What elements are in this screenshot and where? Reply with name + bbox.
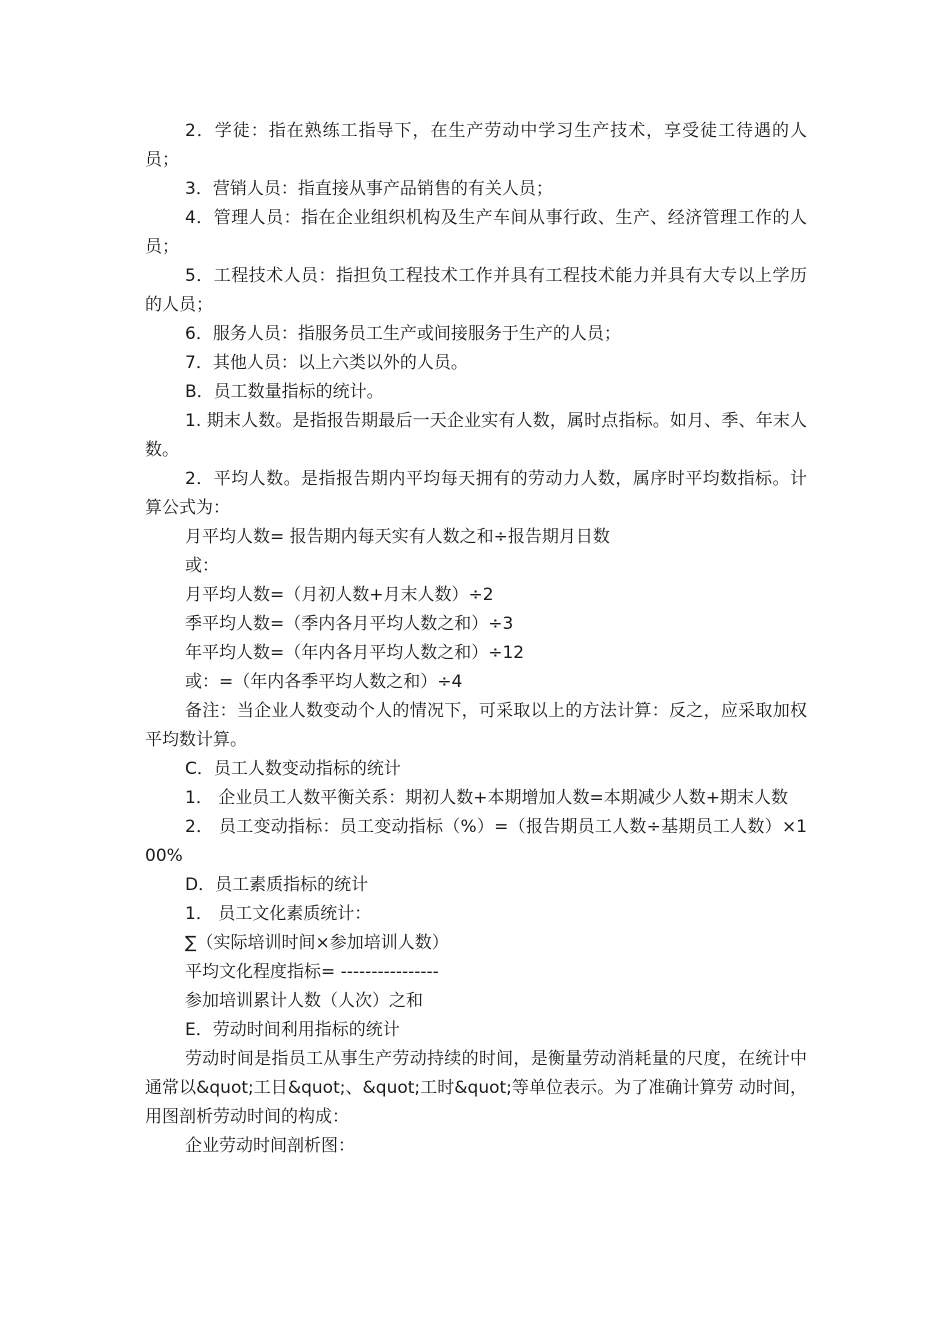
formula-monthly-average-2: 月平均人数=（月初人数+月末人数）÷2 (185, 585, 494, 605)
formula-or-1: 或： (185, 556, 219, 576)
paragraph-management-staff: 4．管理人员：指在企业组织机构及生产车间从事行政、生产、经济管理工作的人员； (145, 208, 807, 257)
formula-fraction-line: 平均文化程度指标= ---------------- (185, 962, 439, 982)
formula-denominator: 参加培训累计人数（人次）之和 (185, 991, 423, 1011)
formula-yearly-average-2: 或：=（年内各季平均人数之和）÷4 (185, 672, 463, 692)
section-heading-e: E．劳动时间利用指标的统计 (185, 1020, 400, 1040)
formula-monthly-average-1: 月平均人数= 报告期内每天实有人数之和÷报告期月日数 (185, 527, 610, 547)
paragraph-sales-staff: 3．营销人员：指直接从事产品销售的有关人员； (185, 179, 553, 199)
section-heading-c: C．员工人数变动指标的统计 (185, 759, 401, 779)
paragraph-other-staff: 7．其他人员：以上六类以外的人员。 (185, 353, 468, 373)
paragraph-labor-time-diagram-caption: 企业劳动时间剖析图： (185, 1136, 355, 1156)
section-heading-d: D．员工素质指标的统计 (185, 875, 369, 895)
paragraph-engineering-staff: 5．工程技术人员：指担负工程技术工作并具有工程技术能力并具有大专以上学历的人员； (145, 266, 807, 315)
paragraph-note: 备注：当企业人数变动个人的情况下，可采取以上的方法计算：反之，应采取加权平均数计算。 (145, 701, 807, 750)
paragraph-service-staff: 6．服务人员：指服务员工生产或间接服务于生产的人员； (185, 324, 621, 344)
paragraph-end-period-count: 1. 期末人数。是指报告期最后一天企业实有人数，属时点指标。如月、季、年末人数。 (145, 411, 807, 460)
paragraph-labor-time: 劳动时间是指员工从事生产劳动持续的时间，是衡量劳动消耗量的尺度，在统计中通常以&quot;工日&quot;、&quot;工时&quot;等单位表示。为了准确计算劳 动时间，用图剖析劳动时间的构成： (145, 1049, 807, 1127)
paragraph-apprentice: 2．学徒：指在熟练工指导下，在生产劳动中学习生产技术，享受徒工待遇的人员； (145, 121, 807, 170)
formula-quarterly-average: 季平均人数=（季内各月平均人数之和）÷3 (185, 614, 514, 634)
formula-yearly-average-1: 年平均人数=（年内各月平均人数之和）÷12 (185, 643, 525, 663)
formula-numerator: ∑（实际培训时间×参加培训人数） (185, 933, 449, 953)
paragraph-balance-relation: 1． 企业员工人数平衡关系：期初人数+本期增加人数=本期减少人数+期末人数 (185, 788, 788, 808)
paragraph-average-count: 2．平均人数。是指报告期内平均每天拥有的劳动力人数，属序时平均数指标。计算公式为： (145, 469, 807, 518)
section-heading-b: B．员工数量指标的统计。 (185, 382, 384, 402)
paragraph-education-stats: 1． 员工文化素质统计： (185, 904, 372, 924)
document-body (145, 117, 807, 1161)
paragraph-change-index: 2． 员工变动指标：员工变动指标（%）=（报告期员工人数÷基期员工人数）×100% (145, 817, 807, 866)
